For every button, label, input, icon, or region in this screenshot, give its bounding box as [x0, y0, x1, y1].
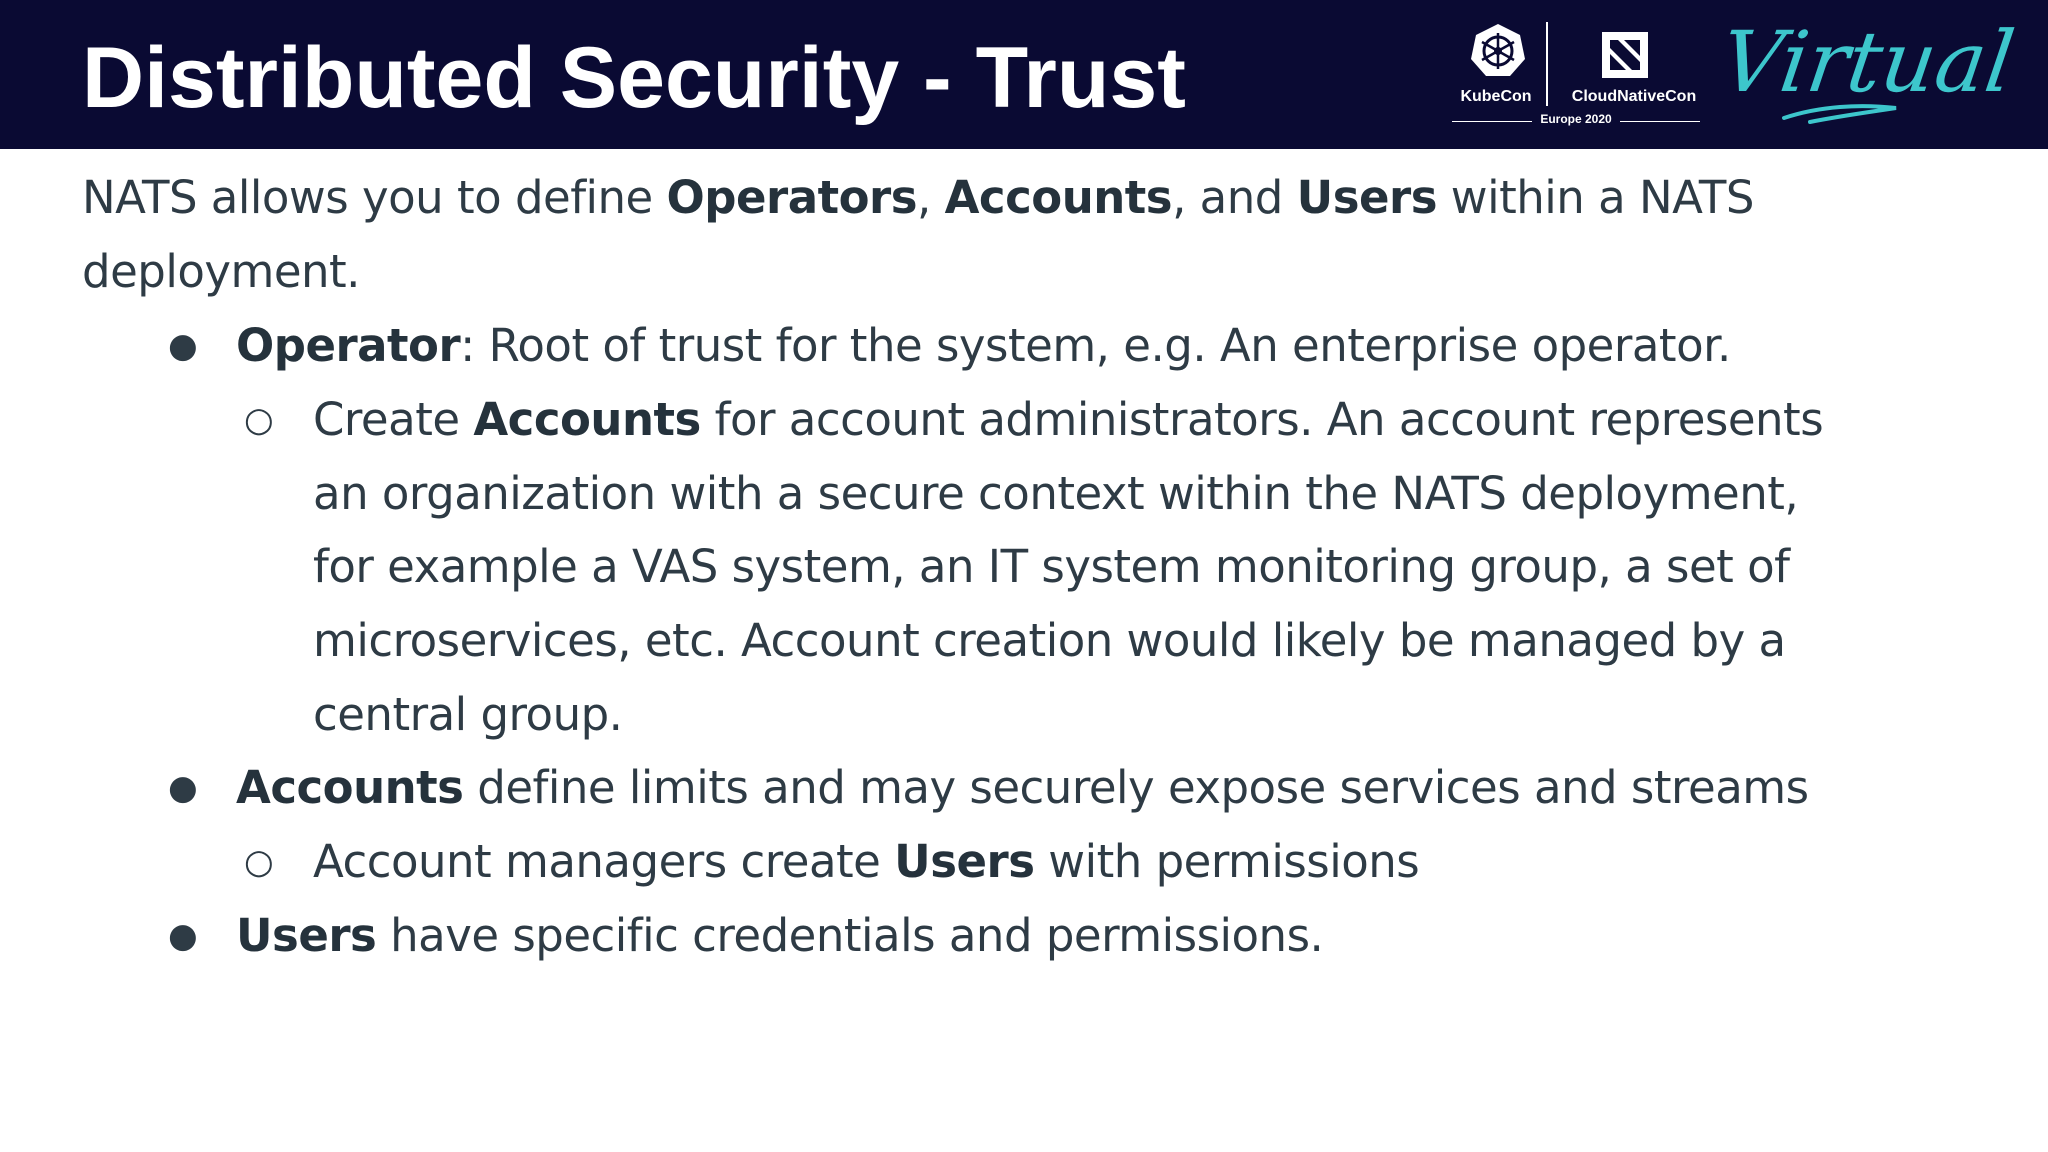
bullet-text: Account managers create: [313, 835, 895, 888]
sub-bullet-users-create: [313, 825, 1419, 899]
event-logos: [1440, 20, 1720, 130]
term-operators: Operators: [666, 171, 917, 224]
sub-bullet-circle: ○: [244, 400, 274, 440]
intro-text: within a NATS: [1436, 171, 1754, 224]
intro-text: ,: [917, 171, 945, 224]
cncf-icon: [1600, 30, 1650, 80]
kubecon-label: KubeCon: [1460, 88, 1532, 105]
term-users: Users: [1296, 171, 1437, 224]
bullet-text: have specific credentials and permissions.: [376, 909, 1324, 962]
term-users: Users: [894, 835, 1035, 888]
cloudnativecon-label: CloudNativeCon: [1571, 88, 1697, 105]
event-year-label: Europe 2020: [1540, 112, 1612, 126]
term-accounts: Accounts: [473, 393, 701, 446]
sub-bullet-line-5: central group.: [313, 688, 623, 741]
sub-bullet-line-4: microservices, etc. Account creation would likely be managed by a: [313, 614, 1786, 667]
sub-bullet-line-2: an organization with a secure context within the NATS deployment,: [313, 467, 1799, 520]
bullet-users: [236, 899, 1323, 973]
kubernetes-helm-icon: [1470, 22, 1526, 78]
bullet-text: for account administrators. An account represents: [700, 393, 1824, 446]
logo-rule-left: [1452, 121, 1532, 122]
intro-line-2: deployment.: [82, 245, 360, 298]
bullet-dot: ●: [168, 326, 198, 366]
term-users: Users: [236, 909, 377, 962]
bullet-text: define limits and may securely expose services and streams: [463, 761, 1809, 814]
virtual-wordmark: Virtual: [1715, 13, 2020, 111]
sub-bullet-circle: ○: [244, 842, 274, 882]
slide-title: Distributed Security - Trust: [82, 30, 1186, 126]
sub-bullet-accounts-create: [313, 383, 1823, 457]
intro-text: NATS allows you to define: [82, 171, 667, 224]
logo-divider: [1546, 22, 1548, 106]
bullet-text: with permissions: [1034, 835, 1420, 888]
bullet-text: Create: [313, 393, 474, 446]
bullet-dot: ●: [168, 768, 198, 808]
term-operator: Operator: [236, 319, 461, 372]
bullet-dot: ●: [168, 916, 198, 956]
intro-text: , and: [1172, 171, 1297, 224]
virtual-swash-underline: [1780, 98, 1900, 128]
term-accounts: Accounts: [236, 761, 464, 814]
bullet-operator: [236, 309, 1731, 383]
sub-bullet-line-3: for example a VAS system, an IT system monitoring group, a set of: [313, 540, 1790, 593]
intro-line-1: [82, 161, 1754, 235]
term-accounts: Accounts: [944, 171, 1173, 224]
bullet-text: : Root of trust for the system, e.g. An enterprise operator.: [460, 319, 1731, 372]
logo-rule-right: [1620, 121, 1700, 122]
bullet-accounts: [236, 751, 1809, 825]
